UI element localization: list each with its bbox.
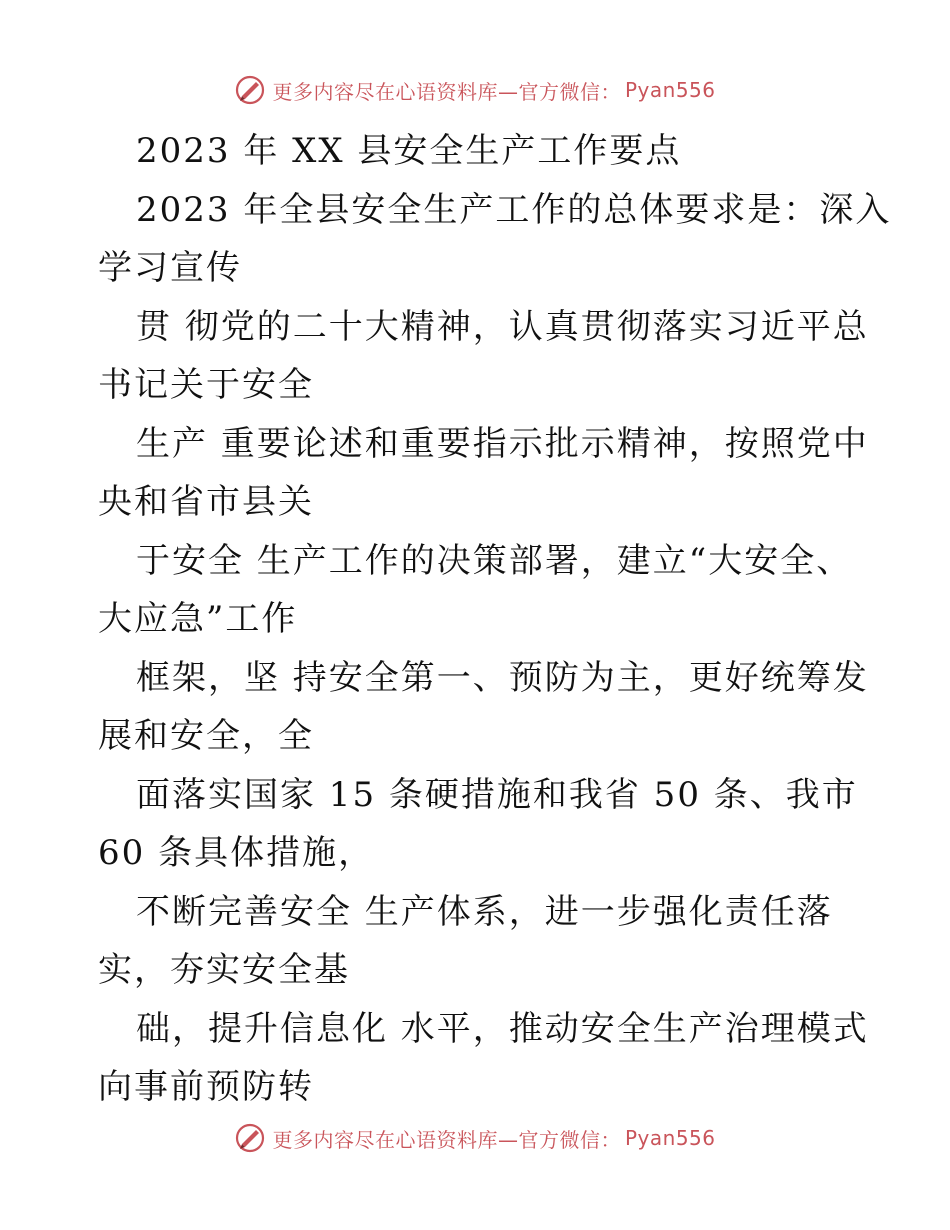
paragraph-line: 大应急”工作 <box>98 599 298 639</box>
paragraph-line: 生产 重要论述和重要指示批示精神，按照党中 <box>136 423 869 464</box>
paragraph-line: 学习宣传 <box>98 248 242 288</box>
footer-watermark-banner <box>0 1118 950 1158</box>
paragraph-line: 60 条具体措施， <box>98 833 375 873</box>
paragraph-line: 础，提升信息化 水平，推动安全生产治理模式 <box>136 1008 869 1049</box>
paragraph-line: 书记关于安全 <box>98 365 314 405</box>
banner-text: 更多内容尽在心语资料库—官方微信： <box>272 1127 621 1152</box>
paragraph-line: 于安全 生产工作的决策部署，建立“大安全、 <box>136 540 853 581</box>
paragraph-line: 央和省市县关 <box>98 482 314 522</box>
paragraph-line: 向事前预防转 <box>98 1067 314 1107</box>
banner-text: 更多内容尽在心语资料库—官方微信： <box>272 79 621 104</box>
pen-logo-icon <box>234 1122 266 1154</box>
paragraph-line: 框架，坚 持安全第一、预防为主，更好统筹发 <box>136 657 869 698</box>
paragraph-line: 展和安全，全 <box>98 716 314 756</box>
paragraph-line: 实，夯实安全基 <box>98 950 350 990</box>
header-watermark-banner <box>0 70 950 110</box>
paragraph-line: 贯 彻党的二十大精神，认真贯彻落实习近平总 <box>136 306 869 347</box>
document-title: 2023 年 XX 县安全生产工作要点 <box>136 131 682 171</box>
paragraph-line: 面落实国家 15 条硬措施和我省 50 条、我市 <box>136 774 858 815</box>
pen-logo-icon <box>234 74 266 106</box>
document-body <box>98 122 892 1117</box>
banner-wechat-id: Pyan556 <box>624 1126 716 1150</box>
banner-wechat-id: Pyan556 <box>624 78 716 102</box>
paragraph-line: 2023 年全县安全生产工作的总体要求是：深入 <box>136 189 892 230</box>
paragraph-line: 不断完善安全 生产体系，进一步强化责任落 <box>136 891 833 932</box>
